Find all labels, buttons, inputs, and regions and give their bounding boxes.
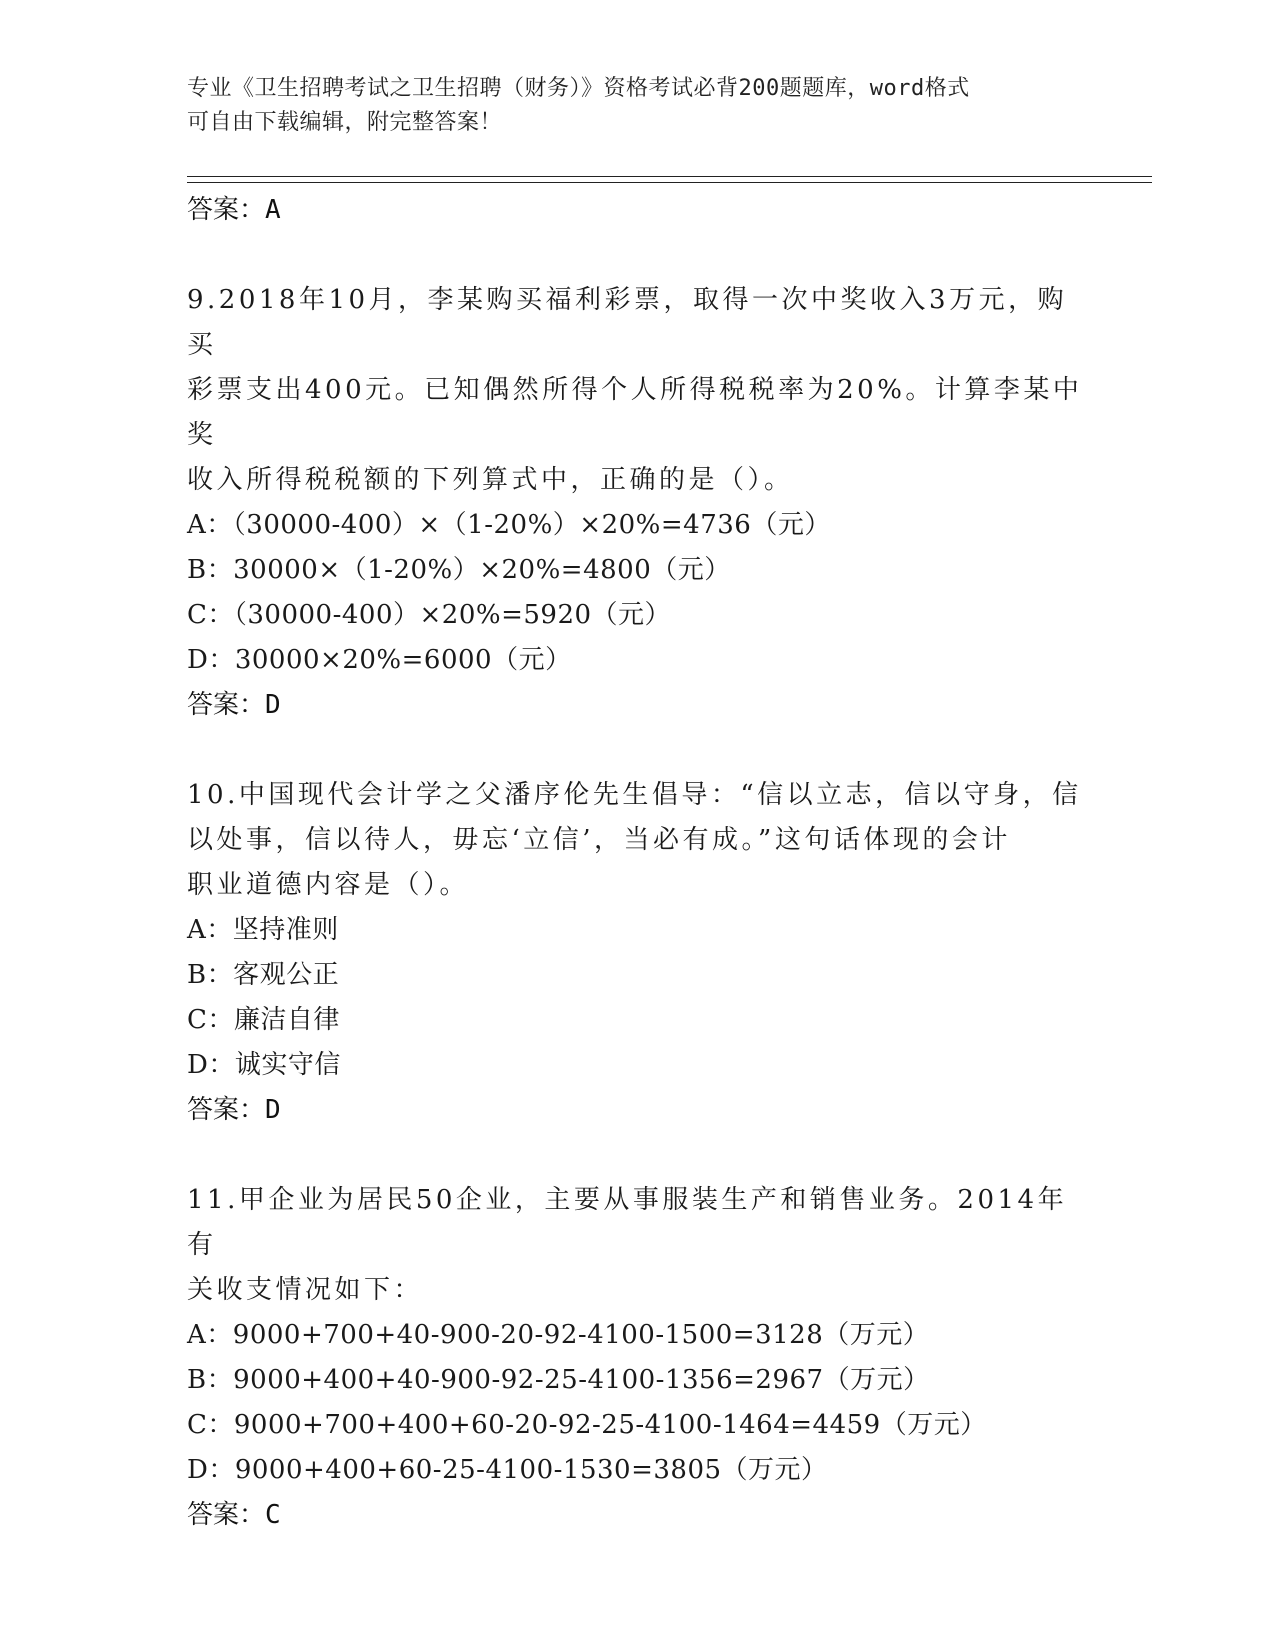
header-rule-bottom bbox=[187, 182, 1152, 183]
answer-line: 答案：D bbox=[187, 1095, 281, 1125]
option-a: A：（30000-400）×（1-20%）×20%=4736（元） bbox=[187, 510, 831, 540]
answer-line: 答案：A bbox=[187, 195, 281, 225]
answer-line: 答案：D bbox=[187, 690, 281, 720]
option-a: A：坚持准则 bbox=[187, 915, 339, 945]
page-header bbox=[187, 72, 1077, 140]
question-text-line: 彩票支出400元。已知偶然所得个人所得税税率为20%。计算李某中奖 bbox=[187, 375, 1083, 450]
question-10 bbox=[187, 773, 1087, 1132]
question-text-line: 10.中国现代会计学之父潘序伦先生倡导：“信以立志，信以守身，信 bbox=[187, 780, 1082, 810]
option-b: B：30000×（1-20%）×20%=4800（元） bbox=[187, 555, 731, 585]
question-text-line: 11.甲企业为居民50企业，主要从事服装生产和销售业务。2014年有 bbox=[187, 1185, 1068, 1260]
question-text-line: 关收支情况如下： bbox=[187, 1275, 424, 1305]
option-b: B：客观公正 bbox=[187, 960, 340, 990]
question-9 bbox=[187, 278, 1087, 727]
option-d: D：诚实守信 bbox=[187, 1050, 341, 1080]
option-c: C：（30000-400）×20%=5920（元） bbox=[187, 600, 672, 630]
option-d: D：30000×20%=6000（元） bbox=[187, 645, 572, 675]
option-a: A：9000+700+40-900-20-92-4100-1500=3128（万元） bbox=[187, 1320, 930, 1350]
question-text-line: 职业道德内容是（）。 bbox=[187, 870, 470, 900]
header-line-1: 专业《卫生招聘考试之卫生招聘（财务）》资格考试必背200题题库，word格式 bbox=[187, 76, 970, 101]
header-line-2: 可自由下载编辑，附完整答案！ bbox=[187, 110, 503, 135]
document-body bbox=[187, 188, 1087, 1537]
header-rule-top bbox=[187, 176, 1152, 177]
option-c: C：廉洁自律 bbox=[187, 1005, 340, 1035]
option-b: B：9000+400+40-900-92-25-4100-1356=2967（万元） bbox=[187, 1365, 930, 1395]
question-text-line: 收入所得税税额的下列算式中，正确的是（）。 bbox=[187, 465, 794, 495]
answer-line: 答案：C bbox=[187, 1500, 281, 1530]
question-text-line: 以处事，信以待人，毋忘‘立信’，当必有成。”这句话体现的会计 bbox=[187, 825, 1011, 855]
question-11 bbox=[187, 1178, 1087, 1537]
option-d: D：9000+400+60-25-4100-1530=3805（万元） bbox=[187, 1455, 828, 1485]
question-text-line: 9.2018年10月，李某购买福利彩票，取得一次中奖收入3万元，购买 bbox=[187, 285, 1068, 360]
option-c: C：9000+700+400+60-20-92-25-4100-1464=4459（万元） bbox=[187, 1410, 987, 1440]
